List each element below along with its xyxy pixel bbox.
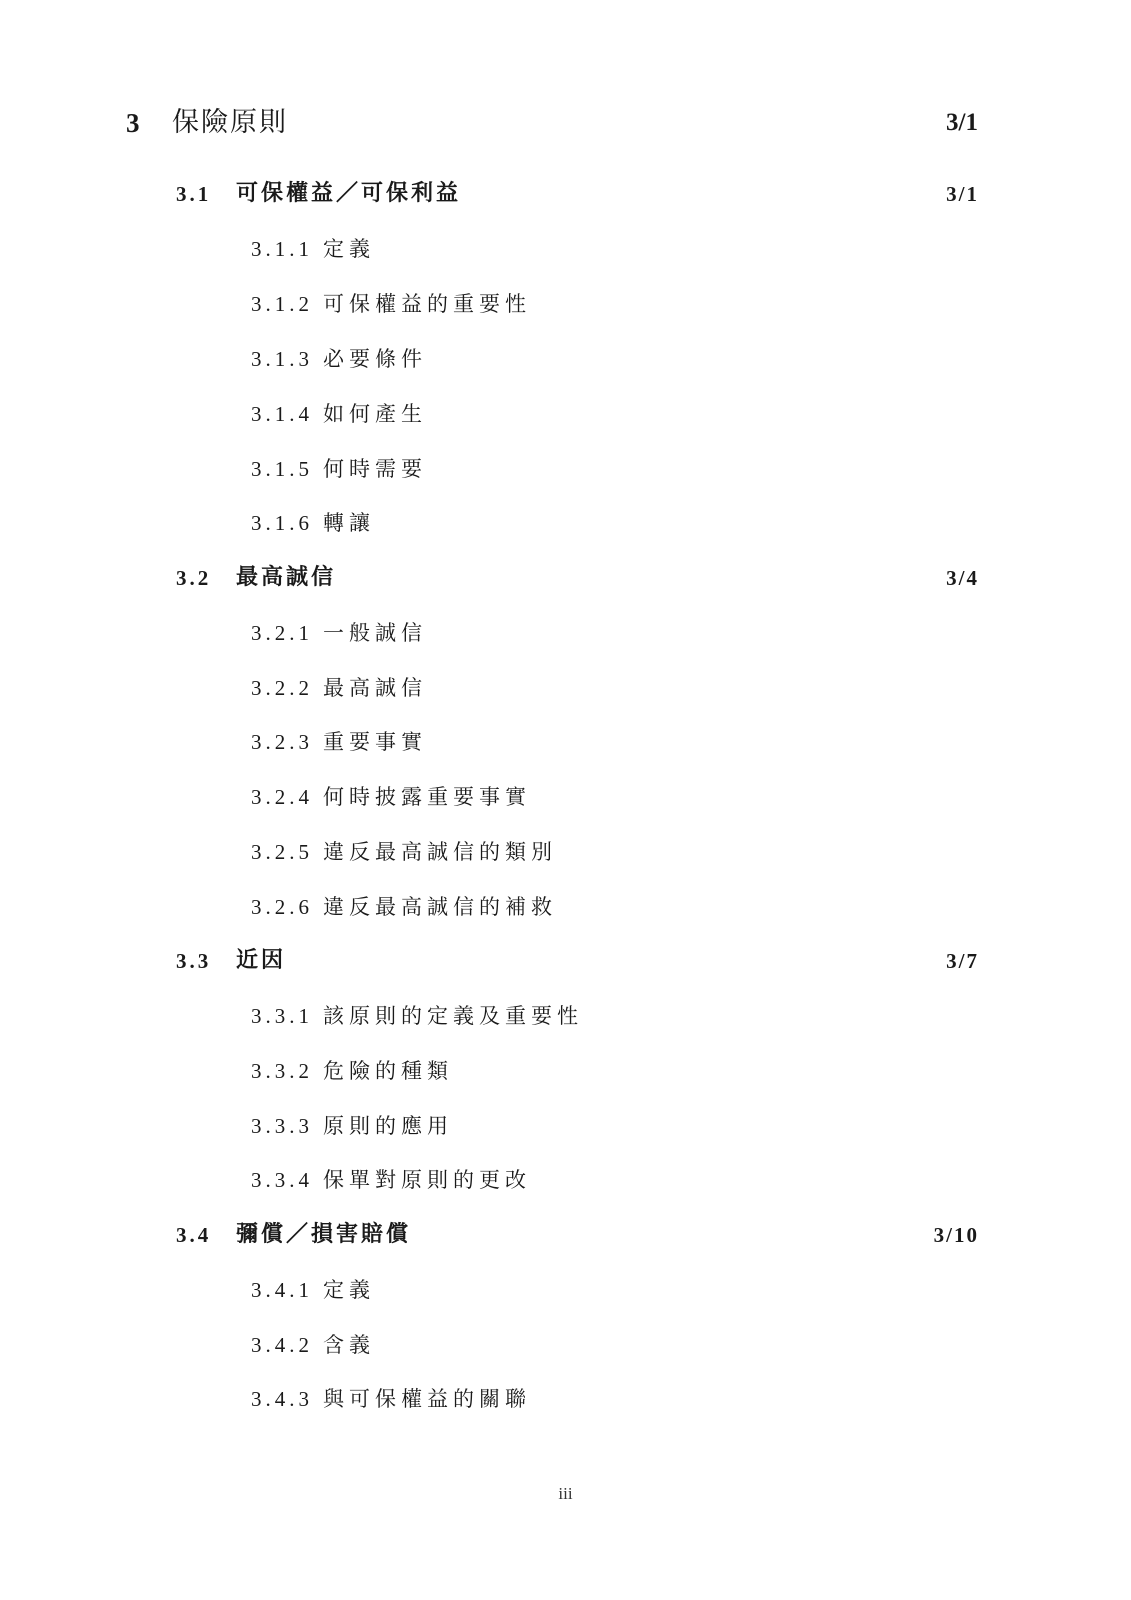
subsection-title: 含義: [323, 1333, 375, 1357]
toc-subsection: [0, 1270, 1131, 1310]
toc-subsection: [0, 887, 1131, 927]
chapter-title: 保險原則: [172, 107, 288, 138]
subsection-title: 最高誠信: [323, 676, 427, 700]
subsection-number: 3.3.4: [251, 1168, 313, 1192]
chapter-heading: [0, 103, 1131, 143]
subsection-number: 3.2.2: [251, 676, 313, 700]
toc-subsection: [0, 1160, 1131, 1200]
toc-subsection: [0, 1379, 1131, 1419]
subsection-title: 保單對原則的更改: [323, 1168, 531, 1192]
section-page-ref: 3/1: [946, 182, 979, 206]
subsection-number: 3.1.1: [251, 237, 313, 261]
subsection-title: 違反最高誠信的補救: [323, 895, 557, 919]
toc-subsection: [0, 996, 1131, 1036]
subsection-number: 3.2.6: [251, 895, 313, 919]
section-page-ref: 3/7: [946, 949, 979, 973]
subsection-title: 定義: [323, 237, 375, 261]
subsection-title: 定義: [323, 1278, 375, 1302]
subsection-title: 轉讓: [323, 511, 375, 535]
toc-subsection: [0, 1106, 1131, 1146]
toc-subsection: [0, 503, 1131, 543]
subsection-title: 如何產生: [323, 402, 427, 426]
toc-subsection: [0, 722, 1131, 762]
toc-subsection: [0, 668, 1131, 708]
subsection-number: 3.2.5: [251, 840, 313, 864]
subsection-number: 3.3.1: [251, 1004, 313, 1028]
subsection-number: 3.4.1: [251, 1278, 313, 1302]
section-number: 3.4: [176, 1223, 212, 1247]
page-number: iii: [558, 1484, 573, 1503]
toc-subsection: [0, 832, 1131, 872]
subsection-number: 3.3.3: [251, 1114, 313, 1138]
section-number: 3.3: [176, 949, 212, 973]
toc-subsection: [0, 394, 1131, 434]
subsection-number: 3.1.5: [251, 457, 313, 481]
section-number: 3.2: [176, 566, 212, 590]
subsection-title: 一般誠信: [323, 621, 427, 645]
toc-subsection: [0, 229, 1131, 269]
subsection-number: 3.2.1: [251, 621, 313, 645]
subsection-title: 何時披露重要事實: [323, 785, 531, 809]
subsection-title: 何時需要: [323, 457, 427, 481]
chapter-number: 3: [126, 108, 140, 138]
subsection-number: 3.2.3: [251, 730, 313, 754]
subsection-title: 必要條件: [323, 347, 427, 371]
subsection-number: 3.1.4: [251, 402, 313, 426]
section-title: 彌償／損害賠償: [236, 1222, 412, 1247]
toc-subsection: [0, 1051, 1131, 1091]
subsection-title: 違反最高誠信的類別: [323, 840, 557, 864]
toc-section: [0, 941, 1131, 981]
subsection-title: 該原則的定義及重要性: [323, 1004, 583, 1028]
subsection-number: 3.1.2: [251, 292, 313, 316]
subsection-number: 3.2.4: [251, 785, 313, 809]
section-title: 可保權益／可保利益: [236, 181, 462, 206]
subsection-number: 3.4.3: [251, 1387, 313, 1411]
subsection-number: 3.1.6: [251, 511, 313, 535]
toc-subsection: [0, 284, 1131, 324]
section-page-ref: 3/4: [946, 566, 979, 590]
section-page-ref: 3/10: [933, 1223, 979, 1247]
section-title: 最高誠信: [236, 565, 337, 590]
toc-subsection: [0, 449, 1131, 489]
subsection-title: 重要事實: [323, 730, 427, 754]
toc-subsection: [0, 613, 1131, 653]
chapter-page-ref: 3/1: [946, 109, 978, 136]
toc-section: [0, 1215, 1131, 1255]
subsection-number: 3.4.2: [251, 1333, 313, 1357]
subsection-title: 可保權益的重要性: [323, 292, 531, 316]
toc-subsection: [0, 777, 1131, 817]
toc-section: [0, 558, 1131, 598]
toc-subsection: [0, 339, 1131, 379]
subsection-number: 3.3.2: [251, 1059, 313, 1083]
subsection-number: 3.1.3: [251, 347, 313, 371]
subsection-title: 與可保權益的關聯: [323, 1387, 531, 1411]
subsection-title: 原則的應用: [323, 1114, 453, 1138]
section-number: 3.1: [176, 182, 212, 206]
toc-subsection: [0, 1325, 1131, 1365]
section-title: 近因: [236, 948, 287, 973]
toc-section: [0, 174, 1131, 214]
subsection-title: 危險的種類: [323, 1059, 453, 1083]
